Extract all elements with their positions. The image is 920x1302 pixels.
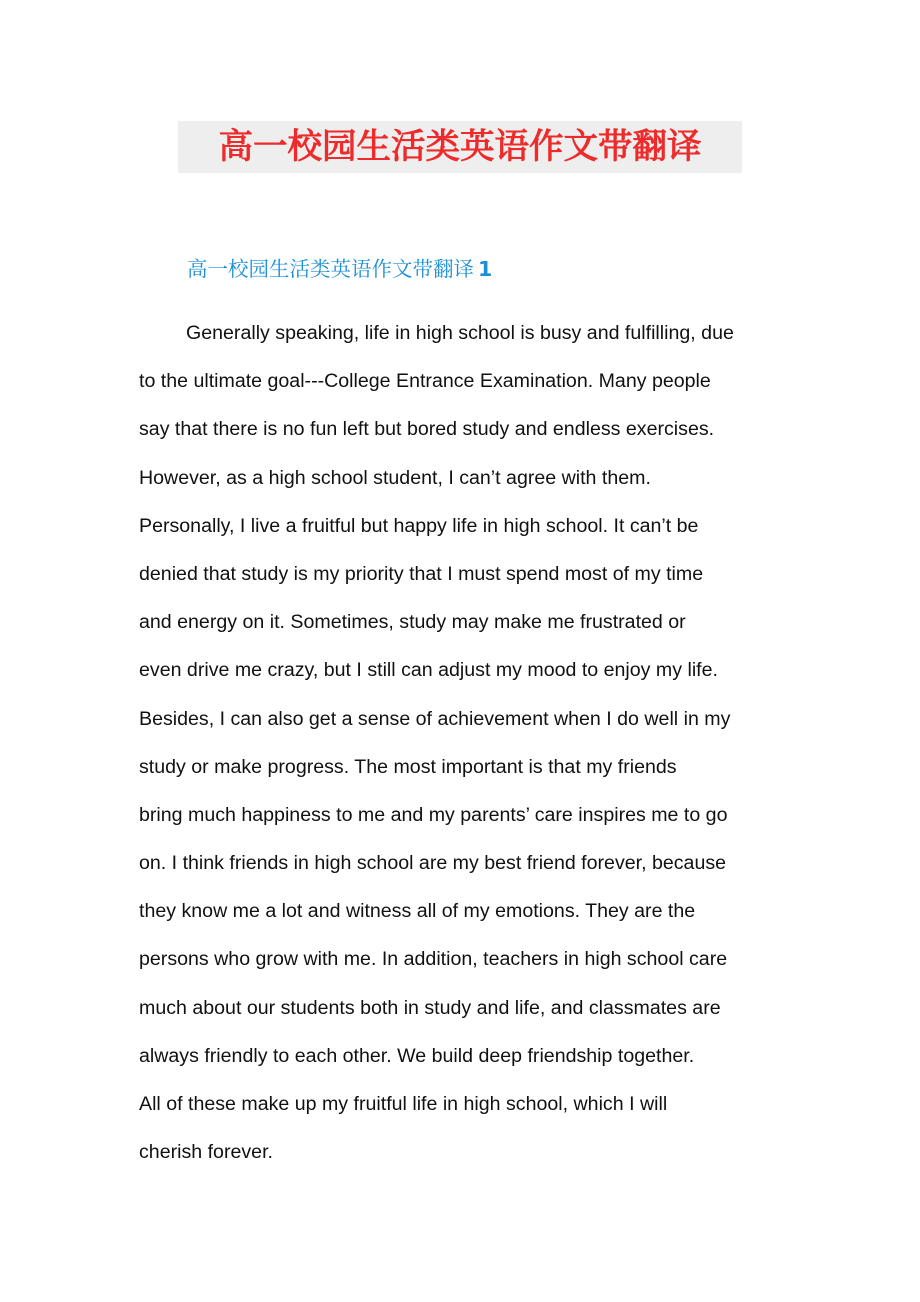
- paragraph-line: Generally speaking, life in high school is busy and fulfilling, due: [186, 322, 734, 344]
- paragraph-line: say that there is no fun left but bored study and endless exercises.: [139, 418, 715, 441]
- section-heading-number: 1: [478, 257, 493, 281]
- paragraph-line: bring much happiness to me and my parents’ care inspires me to go: [139, 803, 728, 826]
- paragraph-line: on. I think friends in high school are my best friend forever, because: [139, 852, 727, 875]
- paragraph-line: However, as a high school student, I can’t agree with them.: [139, 466, 651, 489]
- paragraph-line: All of these make up my fruitful life in high school, which I will: [139, 1093, 668, 1115]
- paragraph-line: and energy on it. Sometimes, study may make me frustrated or: [139, 611, 686, 634]
- section-heading-text: 高一校园生活类英语作文带翻译: [187, 257, 474, 281]
- paragraph-line: cherish forever.: [139, 1141, 273, 1164]
- paragraph-line: denied that study is my priority that I must spend most of my time: [139, 562, 704, 585]
- section-heading: [187, 253, 607, 285]
- essay-paragraph: [139, 309, 787, 1176]
- paragraph-line: always friendly to each other. We build deep friendship together.: [139, 1044, 695, 1067]
- paragraph-line: even drive me crazy, but I still can adjust my mood to enjoy my life.: [139, 659, 718, 682]
- paragraph-line: persons who grow with me. In addition, teachers in high school care: [139, 948, 728, 971]
- paragraph-line: to the ultimate goal---College Entrance Examination. Many people: [139, 370, 711, 393]
- document-title: 高一校园生活类英语作文带翻译: [178, 121, 742, 173]
- paragraph-line: Besides, I can also get a sense of achievement when I do well in my: [139, 707, 731, 730]
- paragraph-line: Personally, I live a fruitful but happy life in high school. It can’t be: [139, 514, 699, 537]
- paragraph-line: they know me a lot and witness all of my emotions. They are the: [139, 900, 696, 923]
- paragraph-line: much about our students both in study and life, and classmates are: [139, 996, 721, 1019]
- paragraph-line: study or make progress. The most important is that my friends: [139, 755, 677, 778]
